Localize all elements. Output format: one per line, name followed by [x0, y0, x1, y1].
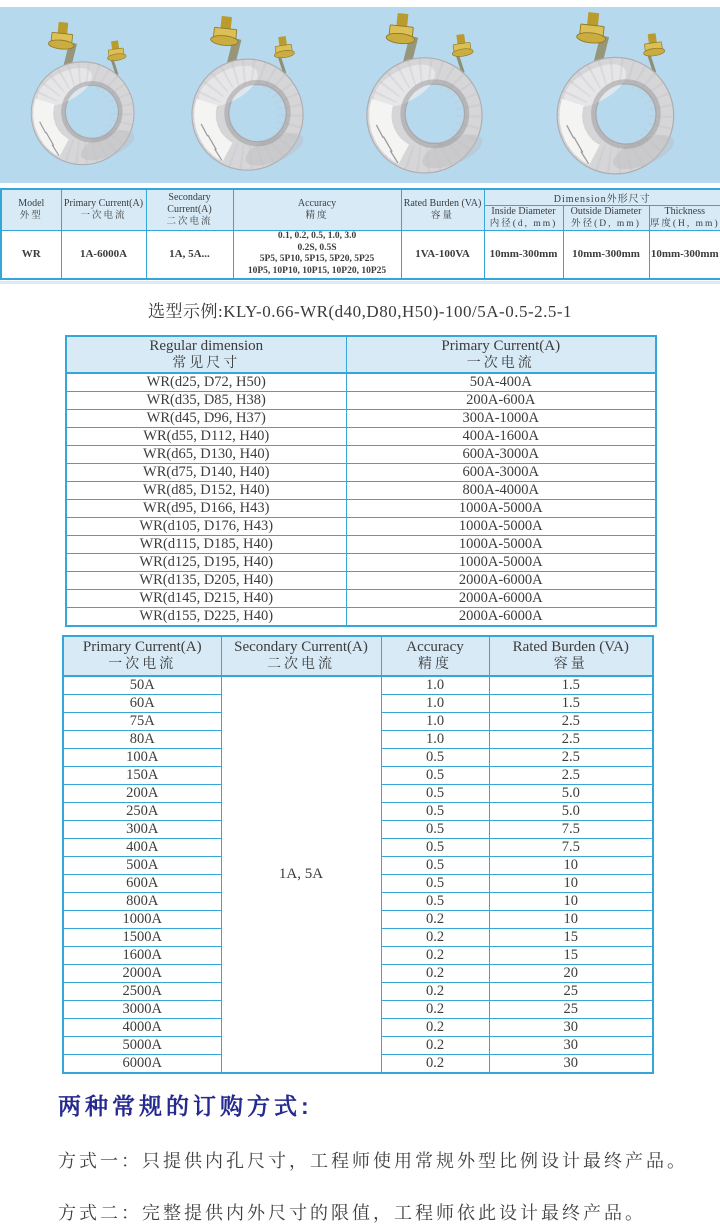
dimension-row: [66, 409, 656, 427]
primary-current-cell: 80A: [63, 730, 221, 748]
ratings-table: [62, 635, 654, 1074]
primary-current-cell: 1000A-5000A: [346, 499, 656, 517]
dimension-row: [66, 445, 656, 463]
dimension-row: [66, 589, 656, 607]
accuracy-cell: 0.5: [381, 856, 489, 874]
ratings-header-burden-en: Rated Burden (VA): [490, 638, 653, 656]
accuracy-cell: 0.2: [381, 910, 489, 928]
primary-current-cell: 60A: [63, 694, 221, 712]
primary-current-cell: 600A-3000A: [346, 463, 656, 481]
accuracy-cell: 0.5: [381, 838, 489, 856]
toroidal-ct-photo-2: [168, 11, 330, 179]
dimension-cell: WR(d25, D72, H50): [66, 373, 346, 392]
col-header-outside-zh: 外径(D, mm): [564, 218, 649, 230]
dimension-cell: WR(d65, D130, H40): [66, 445, 346, 463]
accuracy-cell: 0.2: [381, 982, 489, 1000]
burden-cell: 2.5: [489, 748, 653, 766]
col-header-rated-burden: [489, 636, 653, 676]
col-header-model: [1, 189, 61, 231]
primary-current-cell: 2000A-6000A: [346, 607, 656, 626]
ratings-header-primary-en: Primary Current(A): [64, 638, 221, 656]
col-header-inside-zh: 内径(d, mm): [485, 218, 563, 230]
accuracy-cell: 0.2: [381, 928, 489, 946]
primary-current-cell: 1000A-5000A: [346, 517, 656, 535]
accuracy-cell: 0.5: [381, 802, 489, 820]
overview-table: [0, 188, 720, 280]
primary-current-cell: 1000A: [63, 910, 221, 928]
dimension-cell: WR(d105, D176, H43): [66, 517, 346, 535]
dimension-row: [66, 553, 656, 571]
primary-current-cell: 400A-1600A: [346, 427, 656, 445]
ratings-header-accuracy-en: Accuracy: [382, 638, 489, 656]
toroidal-ct-photo-3: [338, 9, 514, 181]
selection-example: 选型示例:KLY-0.66-WR(d40,D80,H50)-100/5A-0.5-2.5-1: [0, 297, 720, 322]
col-header-thickness: [649, 206, 720, 231]
primary-current-cell: 4000A: [63, 1018, 221, 1036]
dimension-cell: WR(d75, D140, H40): [66, 463, 346, 481]
accuracy-class-line: 5P5, 5P10, 5P15, 5P20, 5P25: [234, 254, 401, 266]
secondary-current-merged-cell: 1A, 5A: [221, 676, 381, 1073]
burden-cell: 15: [489, 928, 653, 946]
accuracy-cell: 0.5: [381, 874, 489, 892]
burden-cell: 2.5: [489, 730, 653, 748]
primary-range-cell: 1A-6000A: [61, 231, 146, 279]
dimension-row: [66, 427, 656, 445]
ratings-header-primary-zh: 一次电流: [64, 656, 221, 673]
col-header-regular-dimension-en: Regular dimension: [67, 337, 346, 355]
accuracy-classes-cell: [233, 231, 401, 279]
burden-cell: 20: [489, 964, 653, 982]
burden-cell: 10: [489, 910, 653, 928]
accuracy-cell: 1.0: [381, 676, 489, 695]
accuracy-cell: 0.2: [381, 946, 489, 964]
dimension-cell: WR(d135, D205, H40): [66, 571, 346, 589]
primary-current-cell: 800A: [63, 892, 221, 910]
primary-current-cell: 50A: [63, 676, 221, 695]
primary-current-cell: 5000A: [63, 1036, 221, 1054]
burden-cell: 2.5: [489, 766, 653, 784]
accuracy-cell: 0.2: [381, 1018, 489, 1036]
primary-current-cell: 200A-600A: [346, 391, 656, 409]
accuracy-cell: 0.5: [381, 820, 489, 838]
primary-current-cell: 2000A-6000A: [346, 571, 656, 589]
col-header-accuracy: [233, 189, 401, 231]
burden-cell: 15: [489, 946, 653, 964]
burden-cell: 25: [489, 982, 653, 1000]
col-header-accuracy: [381, 636, 489, 676]
product-photo-banner: [0, 7, 720, 183]
toroidal-ct-photo-4: [523, 8, 711, 182]
dimension-row: [66, 481, 656, 499]
ordering-title: 两种常规的订购方式:: [58, 1088, 720, 1121]
divider: [0, 281, 720, 284]
ratings-header-secondary-en: Secondary Current(A): [222, 638, 381, 656]
col-header-thickness-zh: 厚度(H, mm): [650, 218, 720, 230]
col-header-model-en: Model: [2, 198, 61, 210]
accuracy-cell: 0.5: [381, 784, 489, 802]
col-header-outside-diameter: [563, 206, 649, 231]
dimension-row: [66, 607, 656, 626]
burden-cell: 30: [489, 1054, 653, 1073]
burden-cell: 30: [489, 1036, 653, 1054]
col-header-secondary-en: Secondary Current(A): [147, 192, 233, 216]
primary-current-cell: 2000A: [63, 964, 221, 982]
col-header-model-zh: 外型: [2, 210, 61, 222]
primary-current-cell: 500A: [63, 856, 221, 874]
ordering-method-2: 方式二：完整提供内外尺寸的限值，工程师依此设计最终产品。: [58, 1199, 720, 1225]
col-header-outside-en: Outside Diameter: [564, 206, 649, 218]
col-header-primary-current-zh: 一次电流: [347, 355, 656, 372]
accuracy-cell: 0.5: [381, 892, 489, 910]
dimension-table-body: [66, 373, 656, 626]
primary-current-cell: 300A-1000A: [346, 409, 656, 427]
thickness-cell: 10mm-300mm: [649, 231, 720, 279]
col-header-primary-zh: 一次电流: [62, 210, 146, 222]
burden-cell: 10: [489, 892, 653, 910]
col-header-thickness-en: Thickness: [650, 206, 720, 218]
dimension-cell: WR(d125, D195, H40): [66, 553, 346, 571]
primary-current-cell: 1500A: [63, 928, 221, 946]
burden-cell: 10: [489, 856, 653, 874]
primary-current-cell: 1000A-5000A: [346, 553, 656, 571]
primary-current-cell: 50A-400A: [346, 373, 656, 392]
accuracy-class-line: 0.2S, 0.5S: [234, 243, 401, 255]
col-header-secondary-zh: 二次电流: [147, 216, 233, 228]
primary-current-cell: 75A: [63, 712, 221, 730]
dimension-cell: WR(d115, D185, H40): [66, 535, 346, 553]
primary-current-cell: 100A: [63, 748, 221, 766]
primary-current-cell: 600A: [63, 874, 221, 892]
dimension-cell: WR(d145, D215, H40): [66, 589, 346, 607]
dimension-row: [66, 463, 656, 481]
primary-current-cell: 800A-4000A: [346, 481, 656, 499]
col-header-dimension-group: Dimension外形尺寸: [484, 189, 720, 206]
dimension-cell: WR(d85, D152, H40): [66, 481, 346, 499]
col-header-regular-dimension-zh: 常见尺寸: [67, 355, 346, 372]
primary-current-cell: 300A: [63, 820, 221, 838]
col-header-inside-diameter: [484, 206, 563, 231]
primary-current-cell: 2000A-6000A: [346, 589, 656, 607]
primary-current-cell: 200A: [63, 784, 221, 802]
primary-current-cell: 600A-3000A: [346, 445, 656, 463]
dimension-cell: WR(d55, D112, H40): [66, 427, 346, 445]
secondary-range-cell: 1A, 5A...: [146, 231, 233, 279]
accuracy-cell: 0.2: [381, 1000, 489, 1018]
ratings-table-body: [63, 676, 653, 1073]
col-header-primary: [61, 189, 146, 231]
burden-cell: 7.5: [489, 820, 653, 838]
ratings-header-burden-zh: 容量: [490, 656, 653, 673]
col-header-burden-zh: 容量: [402, 210, 484, 222]
outside-diameter-cell: 10mm-300mm: [563, 231, 649, 279]
primary-current-cell: 150A: [63, 766, 221, 784]
col-header-primary-current: [346, 336, 656, 373]
ordering-method-1: 方式一：只提供内孔尺寸，工程师使用常规外型比例设计最终产品。: [58, 1147, 720, 1173]
primary-current-cell: 3000A: [63, 1000, 221, 1018]
accuracy-class-line: 10P5, 10P10, 10P15, 10P20, 10P25: [234, 266, 401, 278]
accuracy-cell: 1.0: [381, 694, 489, 712]
col-header-primary-current: [63, 636, 221, 676]
dimension-table: [65, 335, 657, 627]
dimension-row: [66, 499, 656, 517]
col-header-burden-en: Rated Burden (VA): [402, 198, 484, 210]
burden-cell: 30: [489, 1018, 653, 1036]
dimension-row: [66, 517, 656, 535]
col-header-burden: [401, 189, 484, 231]
inside-diameter-cell: 10mm-300mm: [484, 231, 563, 279]
dimension-cell: WR(d35, D85, H38): [66, 391, 346, 409]
col-header-secondary-current: [221, 636, 381, 676]
accuracy-cell: 0.2: [381, 1054, 489, 1073]
datasheet-page: [0, 7, 720, 1192]
burden-range-cell: 1VA-100VA: [401, 231, 484, 279]
burden-cell: 5.0: [489, 784, 653, 802]
accuracy-cell: 0.5: [381, 766, 489, 784]
accuracy-cell: 0.2: [381, 1036, 489, 1054]
burden-cell: 5.0: [489, 802, 653, 820]
dimension-row: [66, 391, 656, 409]
col-header-accuracy-zh: 精度: [234, 210, 401, 222]
primary-current-cell: 2500A: [63, 982, 221, 1000]
model-cell: WR: [1, 231, 61, 279]
accuracy-class-line: 0.1, 0.2, 0.5, 1.0, 3.0: [234, 231, 401, 243]
burden-cell: 1.5: [489, 676, 653, 695]
dimension-cell: WR(d155, D225, H40): [66, 607, 346, 626]
col-header-inside-en: Inside Diameter: [485, 206, 563, 218]
col-header-secondary: [146, 189, 233, 231]
burden-cell: 7.5: [489, 838, 653, 856]
primary-current-cell: 6000A: [63, 1054, 221, 1073]
dimension-cell: WR(d45, D96, H37): [66, 409, 346, 427]
burden-cell: 1.5: [489, 694, 653, 712]
dimension-row: [66, 535, 656, 553]
ratings-header-accuracy-zh: 精度: [382, 656, 489, 673]
col-header-primary-current-en: Primary Current(A): [347, 337, 656, 355]
dimension-row: [66, 373, 656, 392]
dimension-cell: WR(d95, D166, H43): [66, 499, 346, 517]
col-header-primary-en: Primary Current(A): [62, 198, 146, 210]
ratings-header-secondary-zh: 二次电流: [222, 656, 381, 673]
col-header-regular-dimension: [66, 336, 346, 373]
primary-current-cell: 400A: [63, 838, 221, 856]
burden-cell: 10: [489, 874, 653, 892]
toroidal-ct-photo-1: [9, 16, 159, 174]
dimension-row: [66, 571, 656, 589]
col-header-accuracy-en: Accuracy: [234, 198, 401, 210]
overview-row: [1, 231, 720, 279]
accuracy-cell: 0.2: [381, 964, 489, 982]
ratings-row: [63, 676, 653, 695]
accuracy-cell: 0.5: [381, 748, 489, 766]
accuracy-cell: 1.0: [381, 712, 489, 730]
burden-cell: 25: [489, 1000, 653, 1018]
accuracy-cell: 1.0: [381, 730, 489, 748]
primary-current-cell: 1000A-5000A: [346, 535, 656, 553]
primary-current-cell: 1600A: [63, 946, 221, 964]
burden-cell: 2.5: [489, 712, 653, 730]
primary-current-cell: 250A: [63, 802, 221, 820]
